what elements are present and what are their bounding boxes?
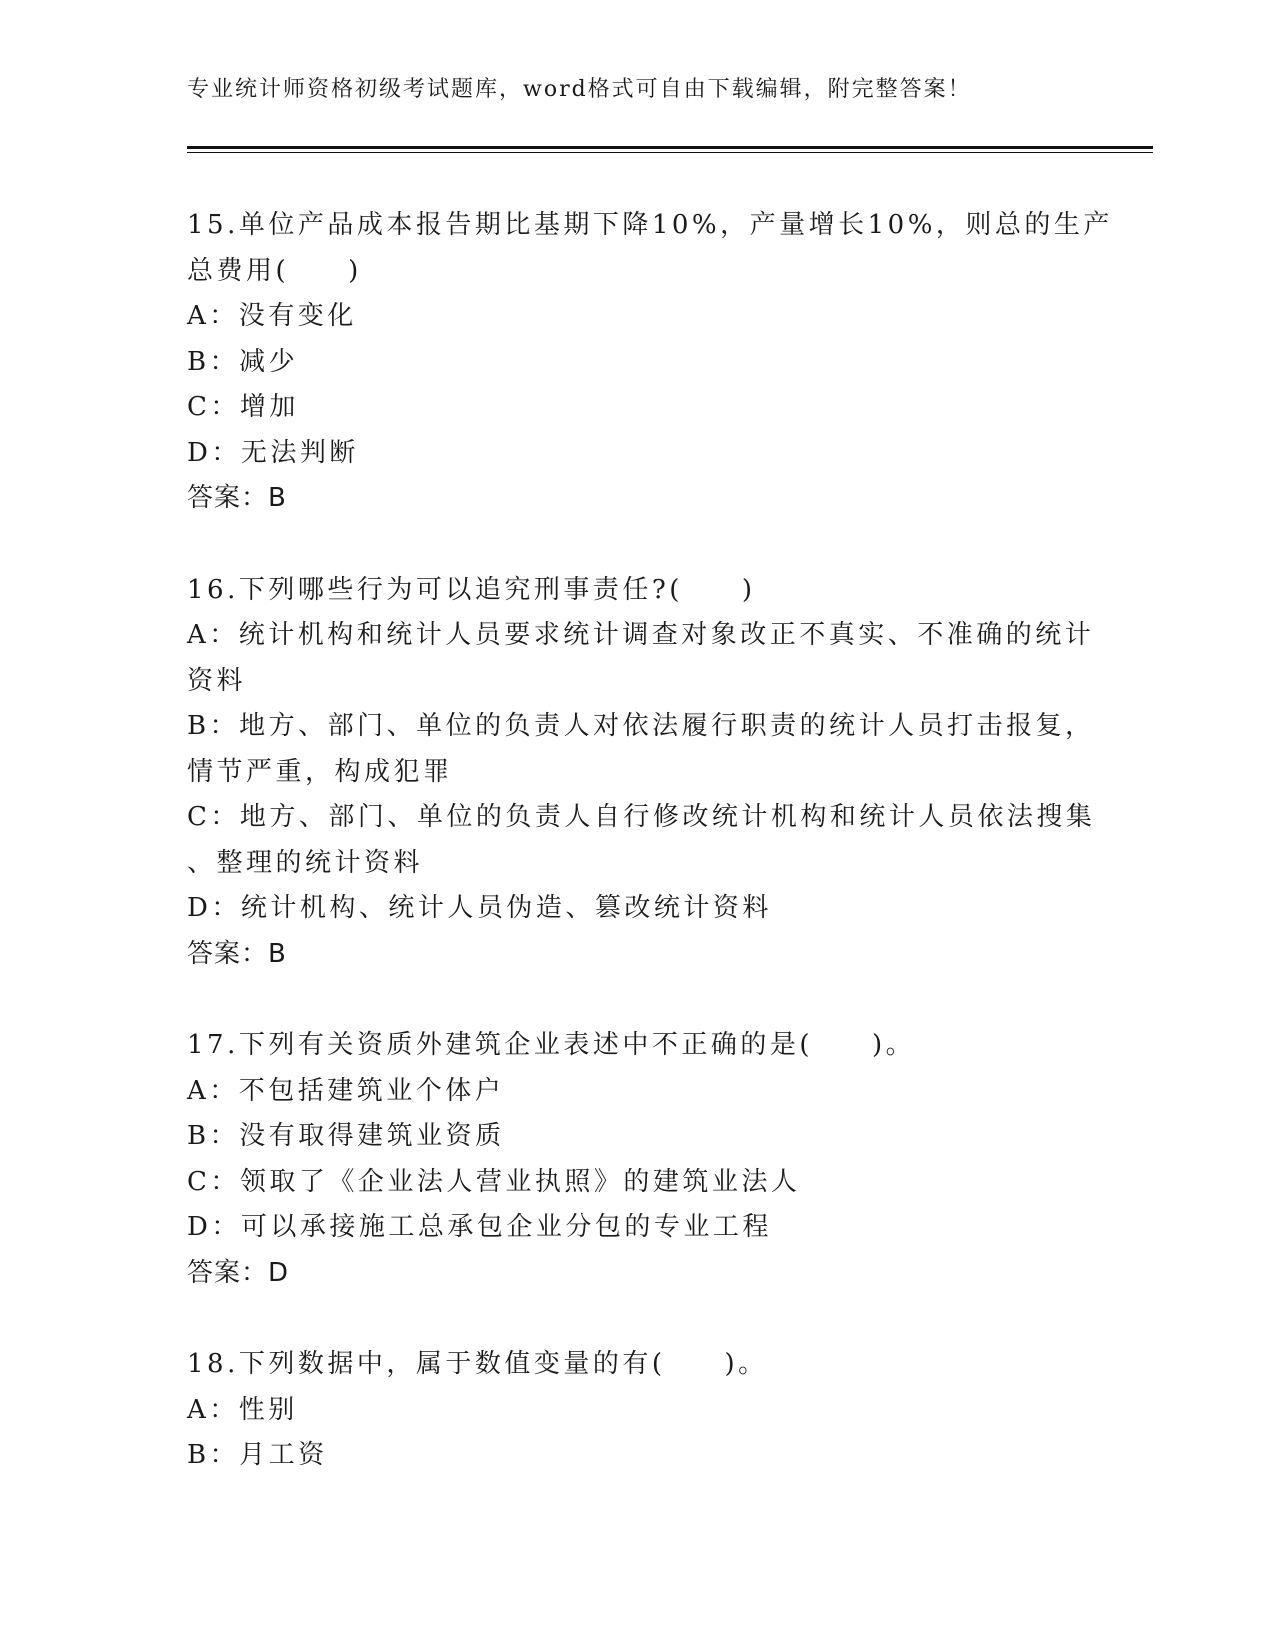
header-rule (187, 146, 1153, 149)
option-a: A：统计机构和统计人员要求统计调查对象改正不真实、不准确的统计 (187, 620, 1095, 650)
page-header: 专业统计师资格初级考试题库，word格式可自由下载编辑，附完整答案！ (187, 77, 972, 102)
option-d: D：可以承接施工总承包企业分包的专业工程 (187, 1212, 772, 1242)
option-c-continued: 、整理的统计资料 (187, 847, 424, 878)
option-a: A：性别 (187, 1394, 298, 1425)
question-list (187, 203, 1113, 1525)
option-b: B：月工资 (187, 1440, 328, 1470)
option-d: D：无法判断 (187, 437, 359, 468)
question-17 (187, 1023, 1087, 1296)
option-a: A：没有变化 (187, 301, 357, 331)
option-d: D：统计机构、统计人员伪造、篡改统计资料 (187, 893, 772, 923)
question-18 (187, 1342, 1087, 1479)
question-stem: 总费用( ) (187, 255, 362, 286)
answer: 答案：D (187, 1257, 290, 1288)
answer: 答案：B (187, 938, 287, 969)
question-stem: 17.下列有关资质外建筑企业表述中不正确的是( )。 (187, 1030, 916, 1060)
answer: 答案：B (187, 483, 287, 513)
question-15 (187, 203, 1113, 522)
question-stem: 15.单位产品成本报告期比基期下降10%，产量增长10%，则总的生产 (187, 210, 1113, 240)
question-stem: 18.下列数据中，属于数值变量的有( )。 (187, 1349, 768, 1379)
option-b: B：没有取得建筑业资质 (187, 1121, 505, 1151)
question-stem: 16.下列哪些行为可以追究刑事责任?( ) (187, 574, 756, 605)
option-a-continued: 资料 (187, 665, 247, 696)
option-b: B：减少 (187, 346, 299, 377)
option-b: B：地方、部门、单位的负责人对依法履行职责的统计人员打击报复， (187, 711, 1095, 741)
option-c: C：增加 (187, 392, 299, 422)
option-a: A：不包括建筑业个体户 (187, 1075, 505, 1106)
option-c: C：地方、部门、单位的负责人自行修改统计机构和统计人员依法搜集 (187, 802, 1096, 832)
question-16 (187, 568, 1096, 978)
option-c: C：领取了《企业法人营业执照》的建筑业法人 (187, 1166, 801, 1197)
option-b-continued: 情节严重，构成犯罪 (187, 756, 453, 787)
header-rule-thin (187, 152, 1153, 153)
